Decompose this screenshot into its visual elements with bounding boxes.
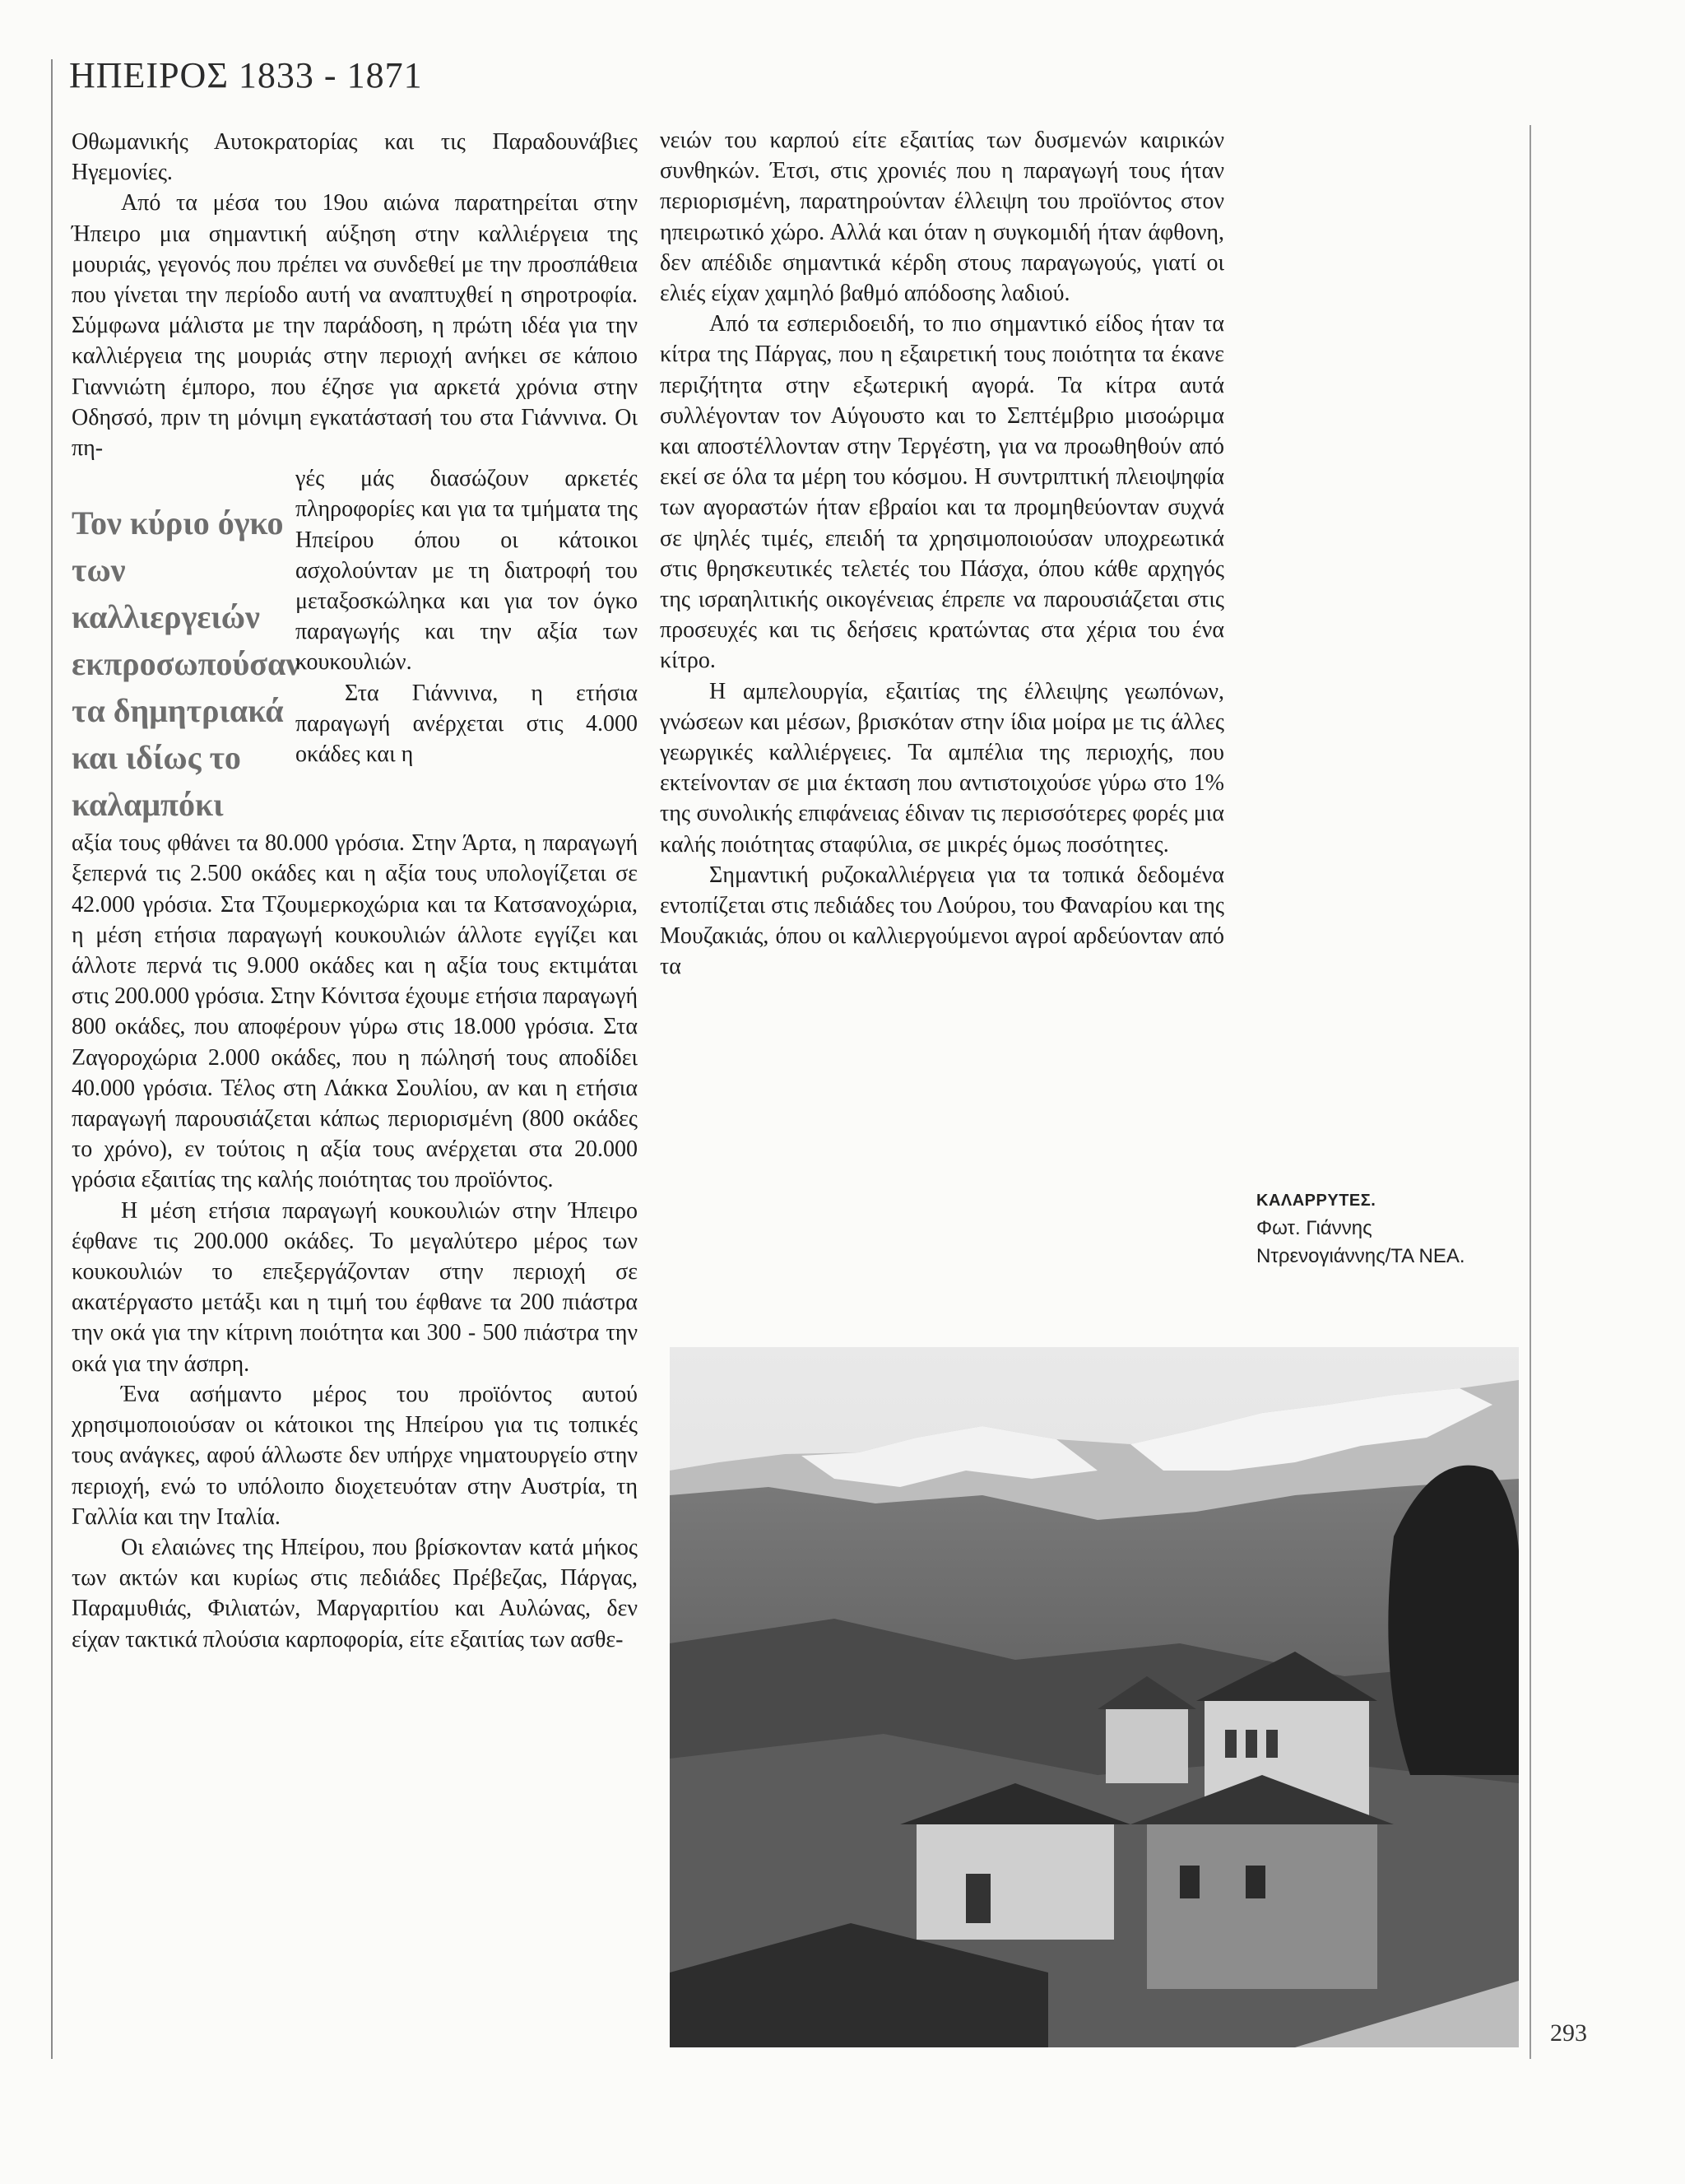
caption-credit: Φωτ. Γιάννης [1256,1217,1372,1239]
paragraph: νειών του καρπού είτε εξαιτίας των δυσμενών καιρικών συνθηκών. Έτσι, στις χρονιές που η παραγωγή τους ήταν περιορισμένη, παρατηρούνταν έλλειψη του προϊόντος στον ηπειρωτικό χώρο. Αλλά και όταν η συγκομιδή ήταν άφθονη, δεν απέδιδε σημαντικά κέρδη στους παραγωγούς, γιατί οι ελιές είχαν χαμηλό βαθμό απόδοσης λαδιού. [660,128,1224,307]
left-margin-rule [51,59,53,2059]
pullquote-block [72,463,638,828]
paragraph: Οθωμανικής Αυτοκρατορίας και τις Παραδουνάβιες Ηγεμονίες. [72,129,638,186]
caption-credit: Ντρενογιάννης/ΤΑ ΝΕΑ. [1256,1245,1465,1267]
paragraph: Ένα ασήμαντο μέρος του προϊόντος αυτού χρησιμοποιούσαν οι κάτοικοι της Ηπείρου για τις τοπικές τους ανάγκες, αφού άλλωστε δεν υπήρχε νηματουργείο στην περιοχή, ενώ το υπόλοιπο διοχετευόταν στην Αυστρία, τη Γαλλία και την Ιταλία. [72,1381,638,1530]
pullquote: Τον κύριο όγκο των καλλιεργειών εκπροσωπούσαν τα δημητριακά και ιδίως το καλαμπόκι [72,504,301,824]
right-margin-rule [1529,125,1531,2059]
paragraph: Η μέση ετήσια παραγωγή κουκουλιών στην Ήπειρο έφθανε τις 200.000 οκάδες. Το μεγαλύτερο μέρος των κουκουλιών το επεξεργάζονταν στην περιοχή σε ακατέργαστο μετάξι και η τιμή του έφθανε τα 200 πιάστρα την οκά για την κίτρινη ποιότητα και 300 - 500 πιάστρα την οκά για την άσπρη. [72,1197,638,1377]
paragraph: Οι ελαιώνες της Ηπείρου, που βρίσκονταν κατά μήκος των ακτών και κυρίως στις πεδιάδες Πρέβεζας, Πάργας, Παραμυθιάς, Φιλιατών, Μαργαριτίου και Αυλώνας, δεν είχαν τακτικά πλούσια καρποφορία, είτε εξαιτίας των ασθε- [72,1534,638,1652]
paragraph: Σημαντική ρυζοκαλλιέργεια για τα τοπικά δεδομένα εντοπίζεται στις πεδιάδες του Λούρου, του Φαναρίου και της Μουζακιάς, όπου οι καλλιεργούμενοι αγροί αρδεύονταν από τα [660,862,1224,980]
running-head: ΗΠΕΙΡΟΣ 1833 - 1871 [69,55,423,95]
page-number: 293 [1550,2019,1587,2047]
photo-caption [1256,1187,1528,1271]
paragraph: αξία τους φθάνει τα 80.000 γρόσια. Στην Άρτα, η παραγωγή ξεπερνά τις 2.500 οκάδες και η αξία τους υπολογίζεται σε 42.000 γρόσια. Στα Τζουμερκοχώρια και τα Κατσανοχώρια, η μέση ετήσια παραγωγή κουκουλιών άλλοτε εγγίζει και άλλοτε περνά τις 9.000 οκάδες και η αξία τους εκτιμάται στις 200.000 γρόσια. Στην Κόνιτσα έχουμε ετήσια παραγωγή 800 οκάδες, που αποφέρουν γύρω στις 18.000 γρόσια. Στα Ζαγοροχώρια 2.000 οκάδες, που η πώλησή τους αποδίδει 40.000 γρόσια. Τέλος στη Λάκκα Σουλίου, αν και η ετήσια παραγωγή παρουσιάζεται κάπως περιορισμένη (800 οκάδες το χρόνο), εν τούτοις η αξία τους ανέρχεται στα 20.000 γρόσια εξαιτίας της καλής ποιότητας του προϊόντος. [72,830,638,1193]
paragraph: Στα Γιάννινα, η ετήσια παραγωγή ανέρχεται στις 4.000 οκάδες και η [295,680,638,768]
text-column-left [72,127,638,1655]
pullquote-adjacent-text [295,463,638,828]
village-photo-illustration [670,1347,1519,2047]
paragraph: Από τα εσπεριδοειδή, το πιο σημαντικό είδος ήταν τα κίτρα της Πάργας, που η εξαιρετική τους ποιότητα τα έκανε περιζήτητα στην εξωτερική αγορά. Τα κίτρα αυτά συλλέγονταν τον Αύγουστο και το Σεπτέμβριο μισοώριμα και αποστέλλονταν στην Τεργέστη, για να προωθηθούν από εκεί σε όλα τα μέρη του κόσμου. Η συντριπτική πλειοψηφία των αγοραστών ήταν εβραίοι και τα προμηθεύονταν συχνά σε ψηλές τιμές, επειδή τα χρησιμοποιούσαν υποχρεωτικά στις θρησκευτικές τελετές του Πάσχα, όπου κάθε αρχηγός της ισραηλιτικής οικογένειας έπρεπε να παρουσιάζεται στις προσευχές και τις δεήσεις κρατώντας στα χέρια του ένα κίτρο. [660,311,1224,674]
village-photo [670,1347,1519,2047]
paragraph: γές μάς διασώζουν αρκετές πληροφορίες και για τα τμήματα της Ηπείρου όπου οι κάτοικοι ασχολούνταν με τη διατροφή του μεταξοσκώληκα και για τον όγκο παραγωγής και την αξία των κουκουλιών. [295,466,638,676]
caption-title: ΚΑΛΑΡΡΥΤΕΣ. [1256,1192,1376,1210]
paragraph: Η αμπελουργία, εξαιτίας της έλλειψης γεωπόνων, γνώσεων και μέσων, βρισκόταν στην ίδια μοίρα με τις άλλες γεωργικές καλλιέργειες. Τα αμπέλια της περιοχής, που εκτείνονταν σε μια έκταση που αντιστοιχούσε γύρω στο 1% της συνολικής επιφάνειας έδιναν τις περισσότερες φορές μια καλής ποιότητας σταφύλια, σε μικρές όμως ποσότητες. [660,678,1224,857]
paragraph: Από τα μέσα του 19ου αιώνα παρατηρείται στην Ήπειρο μια σημαντική αύξηση στην καλλιέργεια της μουριάς, γεγονός που πρέπει να συνδεθεί με την προσπάθεια που γίνεται την περίοδο αυτή να αναπτυχθεί η σηροτροφία. Σύμφωνα μάλιστα με την παράδοση, η πρώτη ιδέα για την καλλιέργεια της μουριάς στην περιοχή ανήκει σε κάποιο Γιαννιώτη έμπορο, που έζησε για αρκετά χρόνια στην Οδησσό, πριν τη μόνιμη εγκατάστασή του στα Γιάννινα. Οι πη- [72,190,638,462]
text-column-right [660,125,1224,983]
